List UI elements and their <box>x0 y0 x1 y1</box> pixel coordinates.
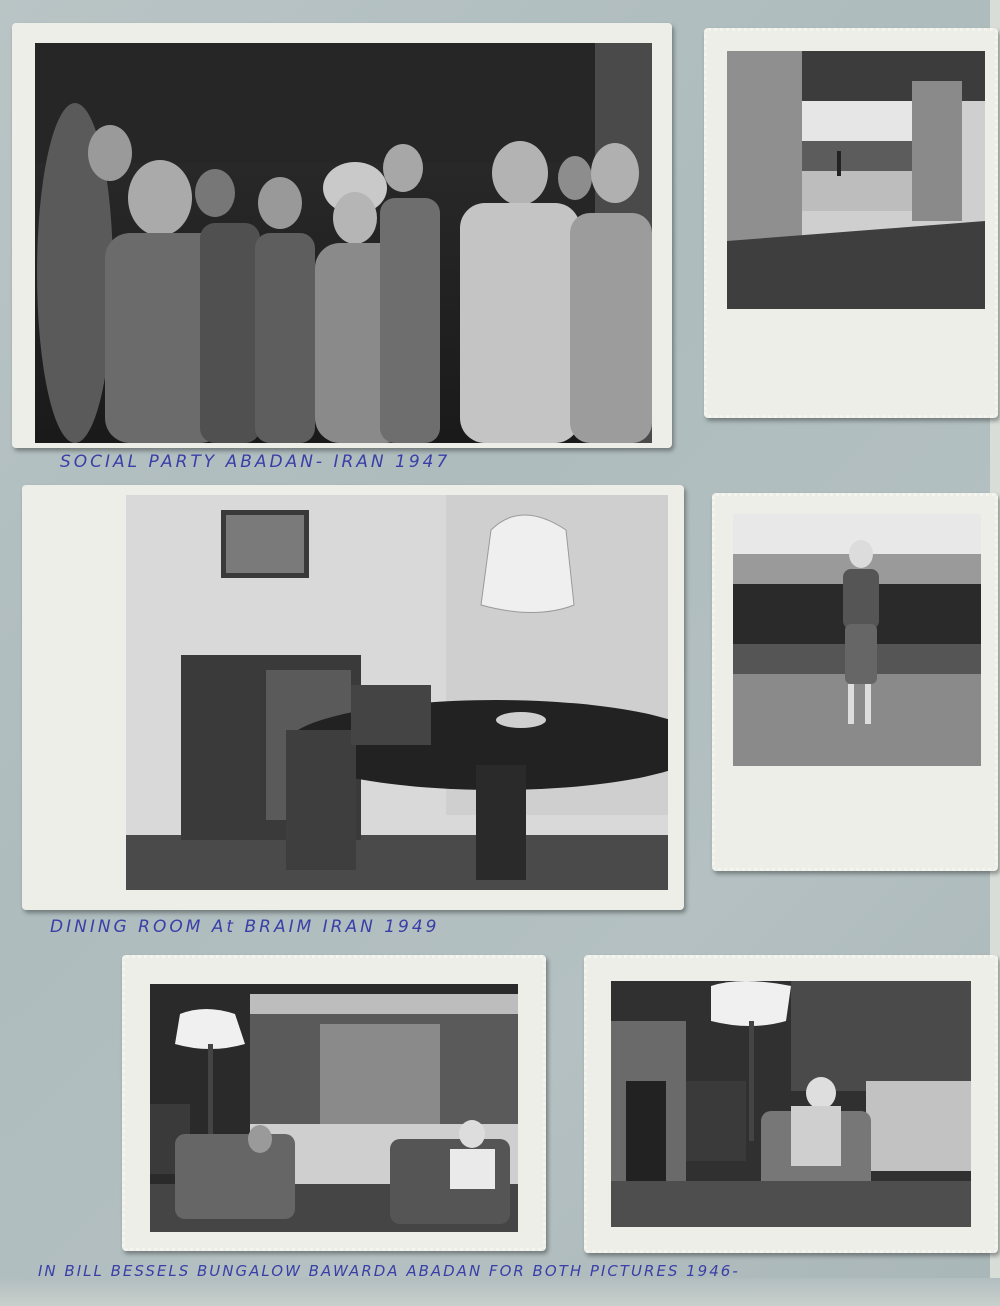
photo-social-party <box>12 23 672 448</box>
photo-bungalow-left-image <box>150 984 518 1232</box>
caption-social-party: SOCIAL PARTY ABADAN- IRAN 1947 <box>60 452 451 472</box>
photo-dining-room-image <box>126 495 668 890</box>
page-bottom-edge <box>0 1278 1000 1306</box>
photo-social-party-image <box>35 43 652 443</box>
photo-bungalow-right-image <box>611 981 971 1227</box>
caption-bungalow: IN BILL BESSELS BUNGALOW BAWARDA ABADAN FOR BOTH PICTURES 1946- <box>38 1262 740 1280</box>
photo-dining-room <box>22 485 684 910</box>
photo-bungalow-right <box>584 955 998 1253</box>
photo-porch-image <box>727 51 985 309</box>
caption-dining-room: DINING ROOM At BRAIM IRAN 1949 <box>50 917 440 937</box>
photo-woman-garden-image <box>733 514 981 766</box>
photo-bungalow-left <box>122 955 546 1251</box>
photo-porch <box>704 28 998 418</box>
photo-woman-garden <box>712 493 998 871</box>
